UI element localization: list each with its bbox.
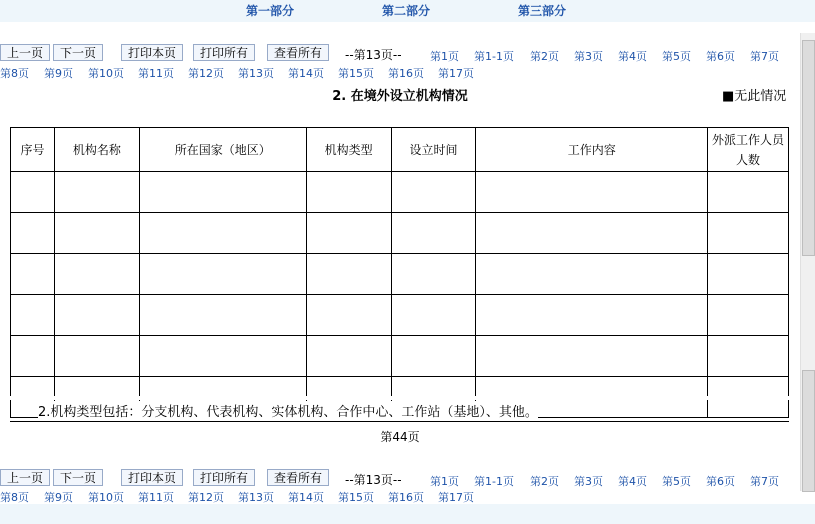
- page-link[interactable]: 第14页: [288, 491, 324, 504]
- scrollbar-thumb[interactable]: [802, 40, 815, 256]
- page-link[interactable]: 第5页: [662, 50, 691, 63]
- current-page-indicator: --第13页--: [345, 48, 402, 62]
- page-link[interactable]: 第15页: [338, 67, 374, 80]
- page-link[interactable]: 第1页: [430, 50, 459, 63]
- table-row: [11, 336, 789, 377]
- table-row: [11, 172, 789, 213]
- print-page-button[interactable]: 打印本页: [121, 44, 183, 61]
- page-link[interactable]: 第12页: [188, 67, 224, 80]
- scrollbar-track-lower[interactable]: [802, 370, 815, 492]
- divider: [10, 421, 789, 422]
- header-institution-name: 机构名称: [54, 128, 139, 172]
- print-all-button[interactable]: 打印所有: [193, 44, 255, 61]
- page-link[interactable]: 第10页: [88, 491, 124, 504]
- page-link[interactable]: 第4页: [618, 50, 647, 63]
- page-link[interactable]: 第8页: [0, 491, 29, 504]
- no-info-checkbox-label[interactable]: ■无此情况: [722, 89, 787, 104]
- table-row: [11, 254, 789, 295]
- view-all-button[interactable]: 查看所有: [267, 44, 329, 61]
- nav-part-1[interactable]: 第一部分: [246, 4, 295, 18]
- clip-overlay: [0, 396, 800, 400]
- table-row: [11, 295, 789, 336]
- page-link[interactable]: 第13页: [238, 491, 274, 504]
- section-title-wrap: [0, 85, 800, 104]
- header-work-content: 工作内容: [476, 128, 708, 172]
- page-link[interactable]: 第1-1页: [474, 50, 514, 63]
- current-page-indicator: --第13页--: [345, 473, 402, 487]
- page-link[interactable]: 第6页: [706, 50, 735, 63]
- page-link[interactable]: 第1-1页: [474, 475, 514, 488]
- bottom-bar: [0, 504, 815, 524]
- page-link[interactable]: 第17页: [438, 67, 474, 80]
- next-page-button[interactable]: 下一页: [53, 44, 103, 61]
- page-link[interactable]: 第6页: [706, 475, 735, 488]
- header-index: 序号: [11, 128, 55, 172]
- header-staff-count: 外派工作人员人数: [708, 128, 789, 172]
- page-link[interactable]: 第13页: [238, 67, 274, 80]
- page-link[interactable]: 第2页: [530, 50, 559, 63]
- page-link[interactable]: 第14页: [288, 67, 324, 80]
- page-link[interactable]: 第3页: [574, 475, 603, 488]
- page-link[interactable]: 第16页: [388, 67, 424, 80]
- header-country: 所在国家（地区）: [139, 128, 306, 172]
- nav-part-2[interactable]: 第二部分: [382, 4, 431, 18]
- page-link[interactable]: 第2页: [530, 475, 559, 488]
- prev-page-button[interactable]: 上一页: [0, 44, 50, 61]
- prev-page-button[interactable]: 上一页: [0, 469, 50, 486]
- page-link[interactable]: 第11页: [138, 491, 174, 504]
- print-page-button[interactable]: 打印本页: [121, 469, 183, 486]
- page-link[interactable]: 第11页: [138, 67, 174, 80]
- page-link[interactable]: 第7页: [750, 50, 779, 63]
- page-link[interactable]: 第12页: [188, 491, 224, 504]
- page-number: 第44页: [380, 430, 420, 444]
- print-all-button[interactable]: 打印所有: [193, 469, 255, 486]
- section-title: 2. 在境外设立机构情况: [332, 89, 468, 104]
- page-link[interactable]: 第1页: [430, 475, 459, 488]
- page-link[interactable]: 第4页: [618, 475, 647, 488]
- page-link[interactable]: 第16页: [388, 491, 424, 504]
- page-link[interactable]: 第9页: [44, 67, 73, 80]
- top-navigation: [0, 0, 815, 22]
- nav-part-3[interactable]: 第三部分: [518, 4, 567, 18]
- page-link[interactable]: 第10页: [88, 67, 124, 80]
- footnote: 2.机构类型包括：分支机构、代表机构、实体机构、合作中心、工作站（基地）、其他。: [38, 401, 538, 420]
- view-all-button[interactable]: 查看所有: [267, 469, 329, 486]
- header-established-time: 设立时间: [391, 128, 476, 172]
- page-link[interactable]: 第3页: [574, 50, 603, 63]
- table-header-row: [11, 128, 789, 172]
- page-link[interactable]: 第8页: [0, 67, 29, 80]
- next-page-button[interactable]: 下一页: [53, 469, 103, 486]
- table-row: [11, 213, 789, 254]
- page-link[interactable]: 第5页: [662, 475, 691, 488]
- overseas-institutions-table: [10, 127, 789, 418]
- page-link[interactable]: 第9页: [44, 491, 73, 504]
- page-link[interactable]: 第15页: [338, 491, 374, 504]
- page-link[interactable]: 第17页: [438, 491, 474, 504]
- page-link[interactable]: 第7页: [750, 475, 779, 488]
- header-institution-type: 机构类型: [306, 128, 391, 172]
